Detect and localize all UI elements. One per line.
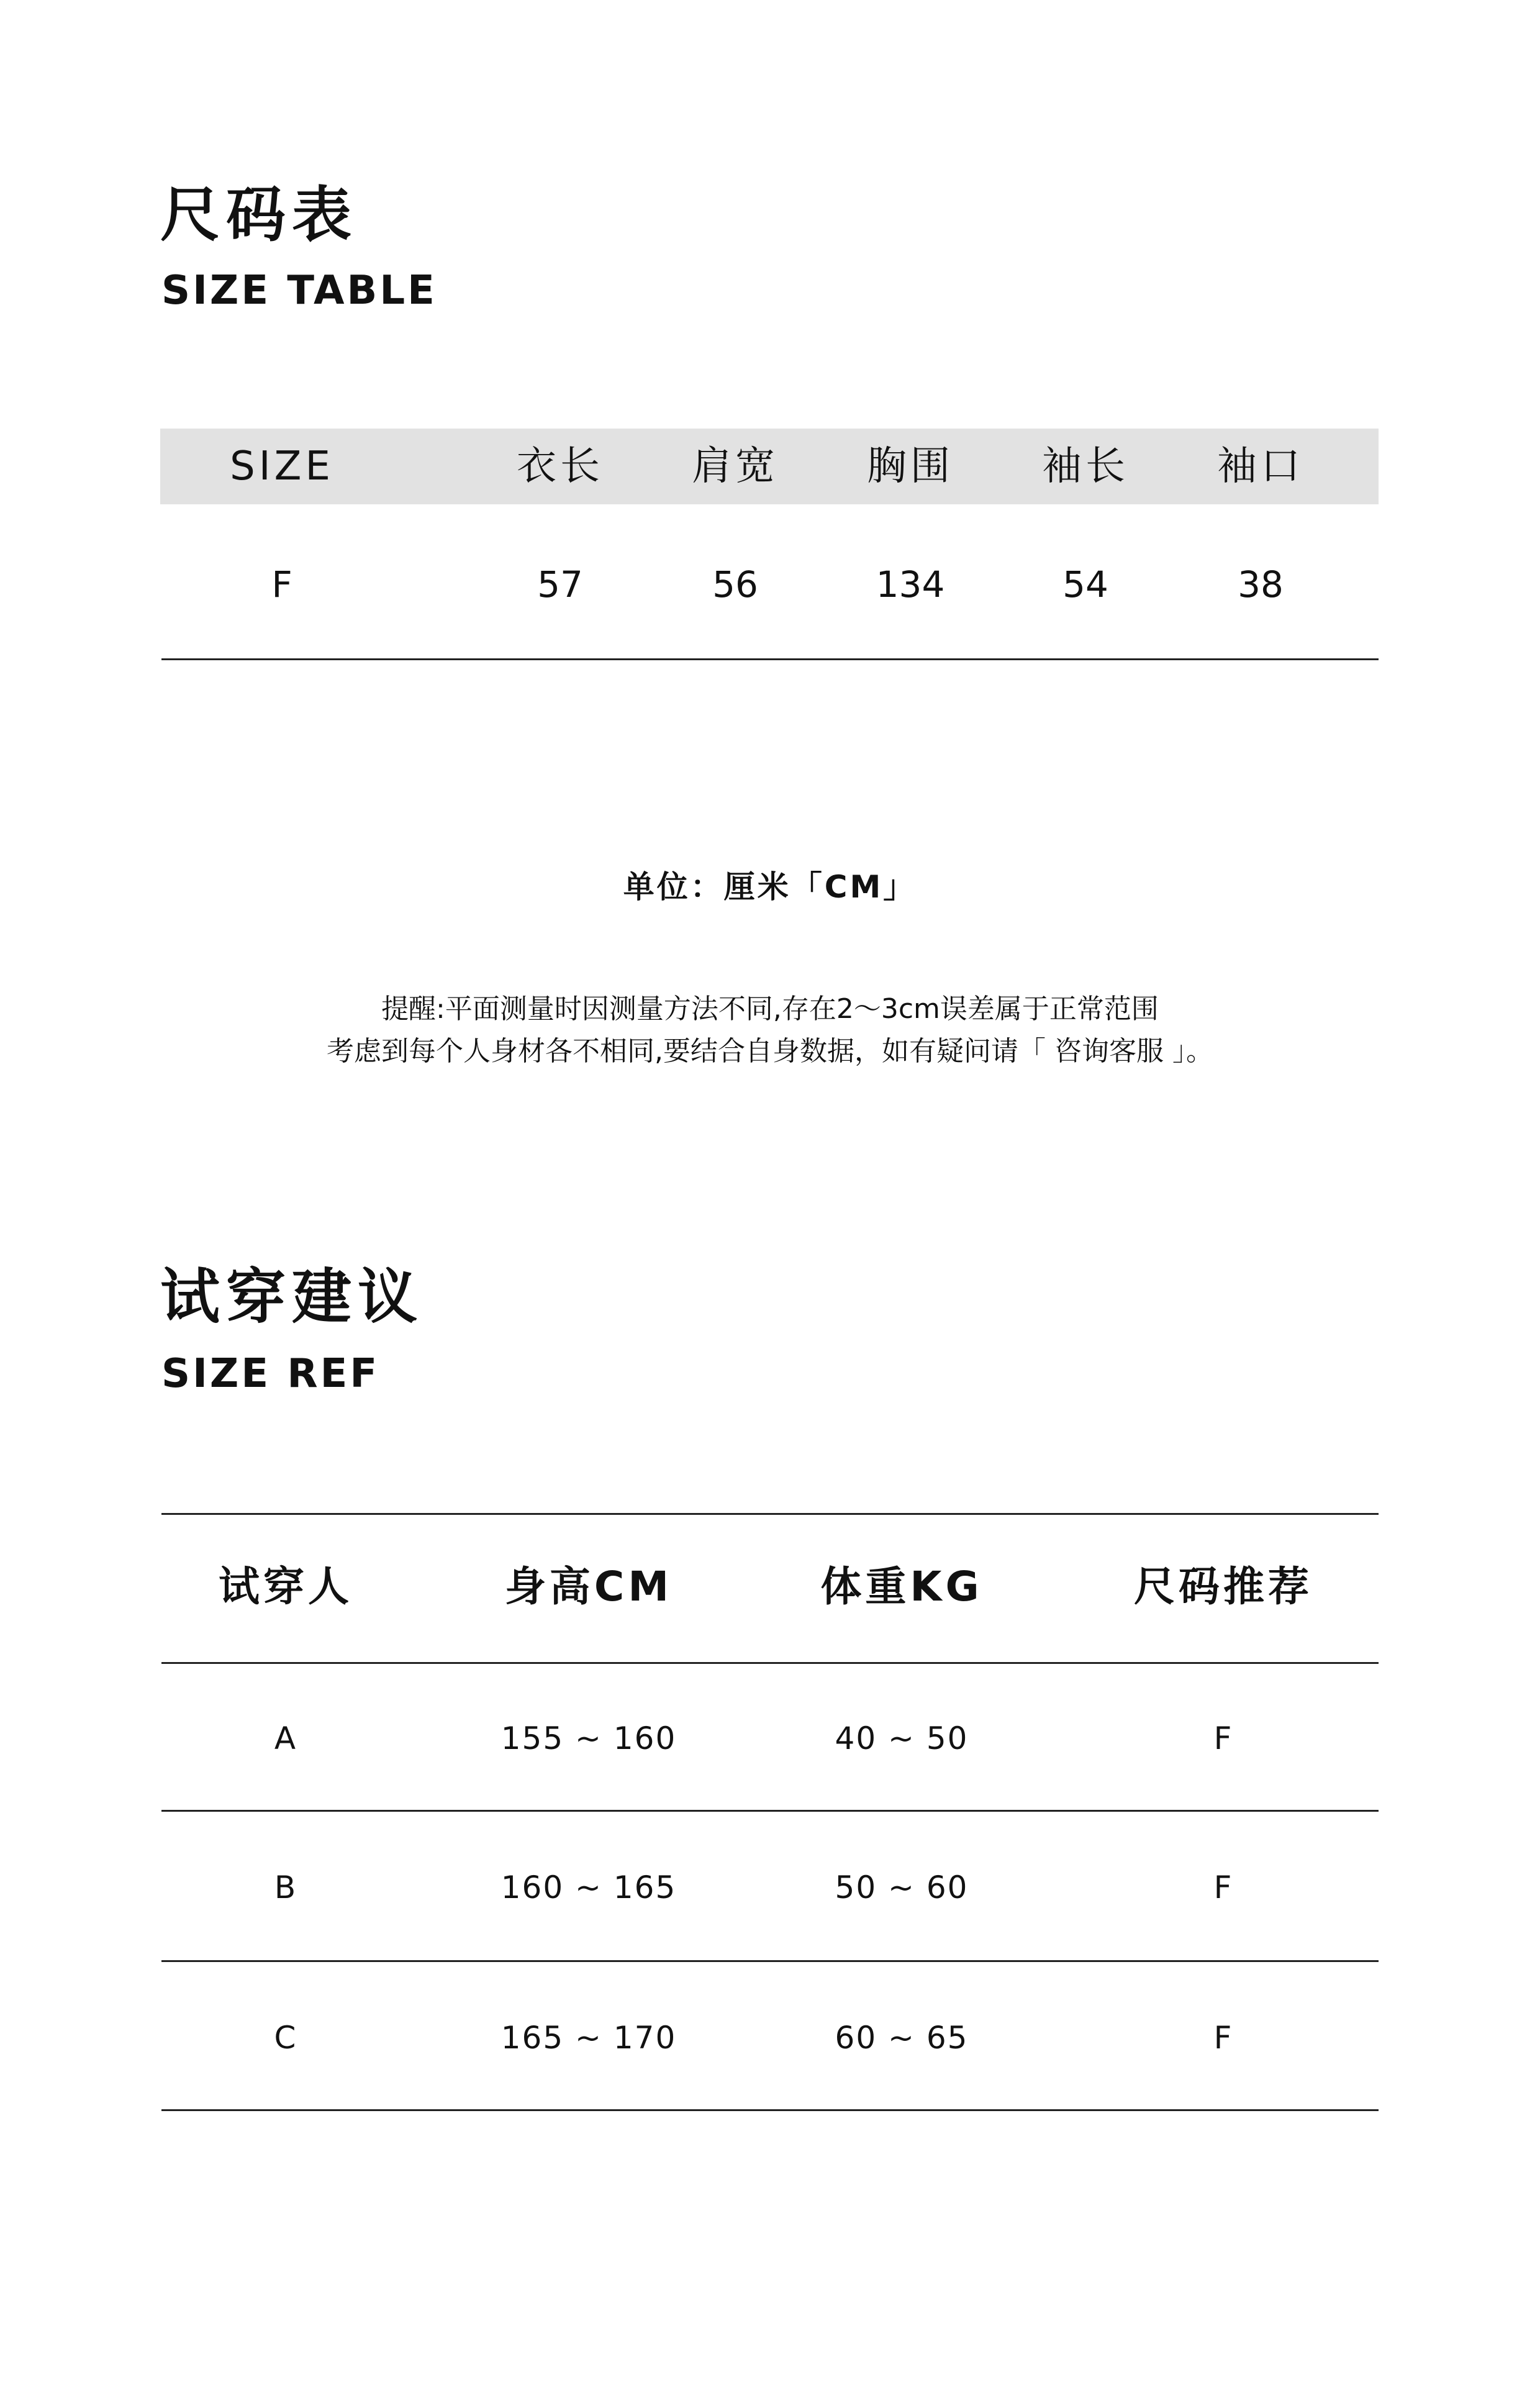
weight-cell: 50 ~ 60 [835, 1869, 969, 1906]
weight-cell: 60 ~ 65 [835, 2020, 969, 2056]
size-table-header [160, 429, 1379, 504]
size-ref-subtitle: SIZE REF [161, 1351, 380, 1397]
size-cell: F [1213, 1869, 1233, 1906]
size-ref-title: 试穿建议 [160, 1262, 424, 1332]
divider [161, 658, 1379, 660]
divider [161, 1810, 1379, 1812]
header-weight: 体重KG [820, 1563, 983, 1610]
table-row [161, 1869, 1379, 1909]
height-cell: 155 ~ 160 [500, 1720, 677, 1756]
sleeve-value: 54 [1062, 563, 1108, 606]
cuff-value: 38 [1238, 563, 1284, 606]
header-cuff: 袖口 [1217, 443, 1304, 489]
header-sleeve: 袖长 [1042, 443, 1129, 489]
ref-table-header [161, 1563, 1379, 1610]
height-cell: 160 ~ 165 [500, 1869, 677, 1906]
tester-cell: C [274, 2020, 297, 2056]
divider [161, 2109, 1379, 2111]
table-row [161, 1720, 1379, 1760]
table-row [161, 2022, 1379, 2060]
shoulder-value: 56 [712, 563, 758, 606]
size-cell: F [1213, 2020, 1233, 2056]
header-length: 衣长 [517, 443, 604, 489]
size-cell: F [1213, 1720, 1233, 1756]
size-table-title: 尺码表 [160, 180, 358, 250]
note-line-1: 提醒:平面测量时因测量方法不同,存在2～3cm误差属于正常范围 [381, 993, 1159, 1025]
size-value: F [271, 563, 292, 606]
header-tester: 试穿人 [219, 1563, 353, 1610]
header-recommended-size: 尺码推荐 [1134, 1563, 1313, 1610]
tester-cell: A [274, 1720, 297, 1756]
divider [161, 1513, 1379, 1515]
length-value: 57 [537, 563, 583, 606]
height-cell: 165 ~ 170 [500, 2020, 677, 2056]
header-shoulder: 肩宽 [692, 443, 779, 489]
header-chest: 胸围 [867, 443, 954, 489]
table-row [160, 563, 1379, 610]
header-size: SIZE [230, 443, 334, 489]
weight-cell: 40 ~ 50 [835, 1720, 969, 1756]
divider [161, 1662, 1379, 1664]
divider [161, 1960, 1379, 1962]
size-table-subtitle: SIZE TABLE [161, 268, 437, 314]
header-height: 身高CM [504, 1563, 673, 1610]
unit-label: 单位：厘米「CM」 [623, 869, 917, 905]
tester-cell: B [274, 1869, 297, 1906]
chest-value: 134 [876, 563, 945, 606]
note-line-2: 考虑到每个人身材各不相同,要结合自身数据，如有疑问请「 咨询客服 」。 [327, 1035, 1213, 1067]
